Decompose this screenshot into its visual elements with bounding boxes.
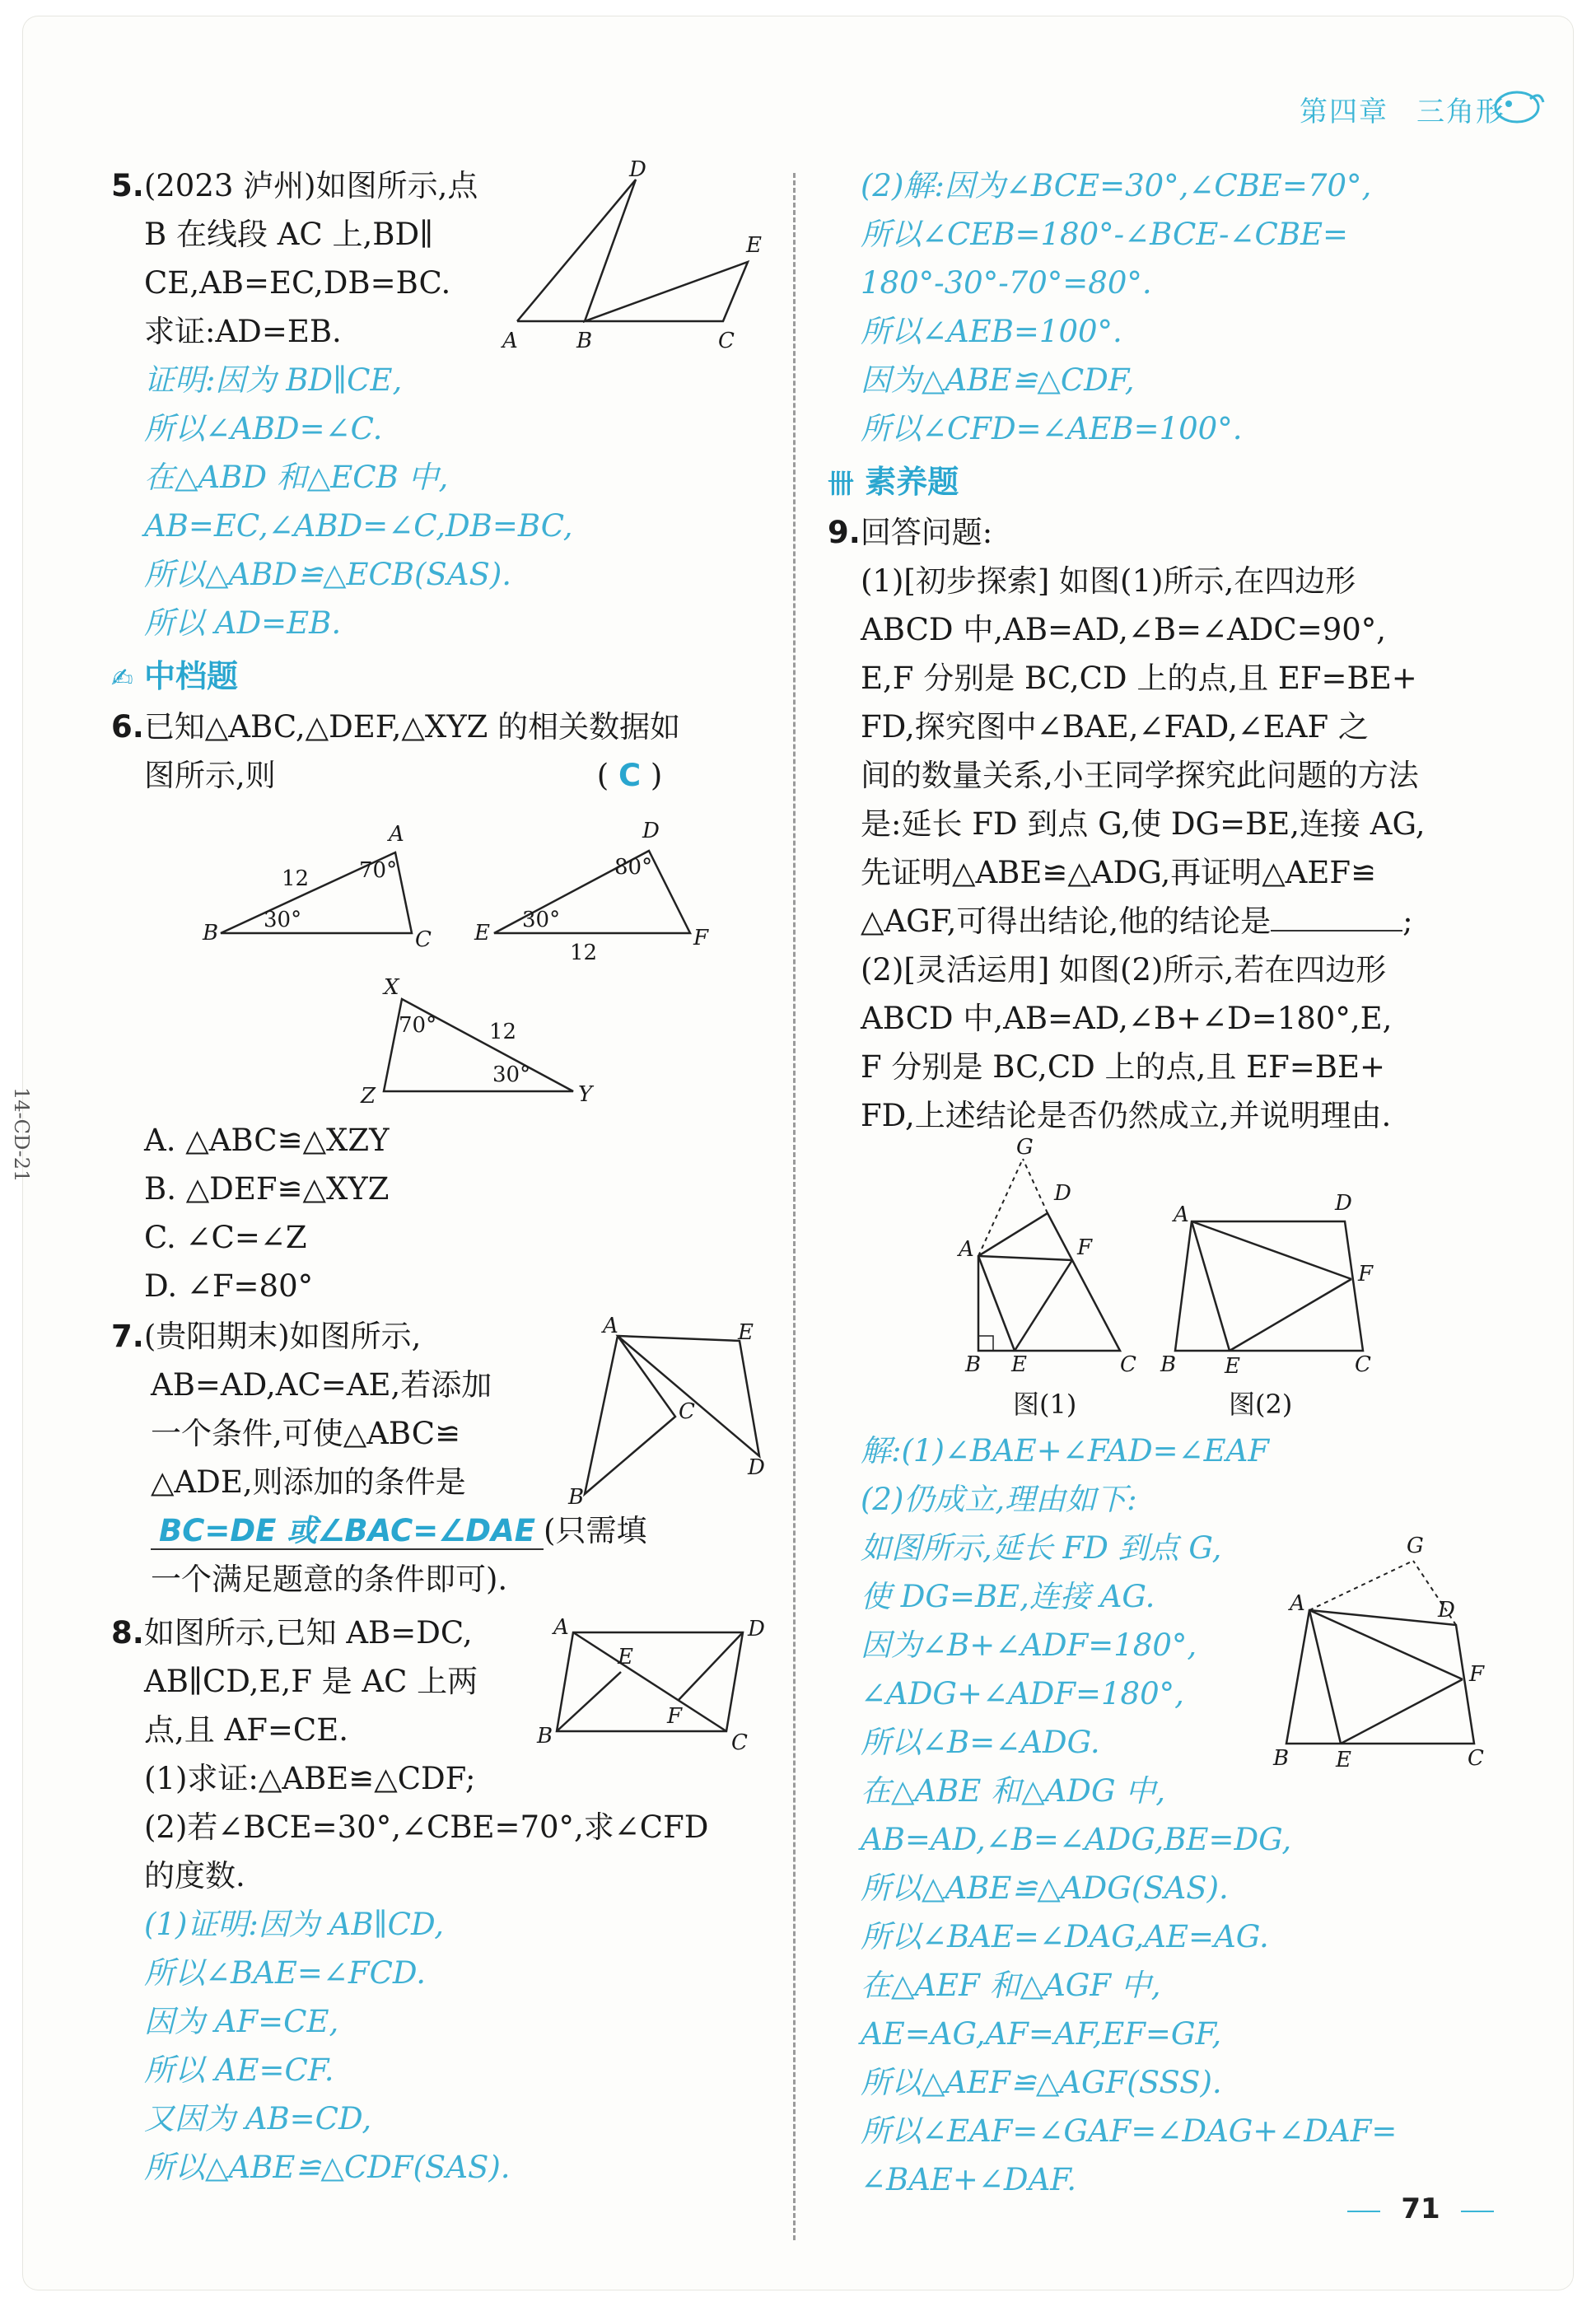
q7-answer: BC=DE 或∠BAC=∠DAE <box>151 1513 544 1550</box>
answer-line: 因为 AF=CE, <box>144 2004 339 2039</box>
q6-figure <box>198 811 725 1116</box>
fig-label: A <box>553 1615 569 1640</box>
q6-options <box>144 1116 390 1310</box>
question-6: 6.已知△ABC,△DEF,△XYZ 的相关数据如 图所示,则 ( C ) <box>111 709 681 793</box>
fig-label: A <box>603 1314 618 1338</box>
q9-line: 先证明△ABE≌△ADG,再证明△AEF≌ <box>861 855 1377 890</box>
fig-label: 12 <box>489 1020 517 1044</box>
fig-label: C <box>679 1399 695 1424</box>
fig-label: A <box>1174 1202 1189 1227</box>
q6-answer: C <box>618 758 642 793</box>
q9-line: (1)[初步探索] 如图(1)所示,在四边形 <box>861 563 1356 599</box>
q5-figure <box>494 157 766 354</box>
q8-line: 点,且 AF=CE. <box>144 1712 348 1748</box>
margin-mark: 14-CD-21 <box>10 1087 33 1183</box>
fig-label: C <box>718 329 735 353</box>
running-header <box>1300 89 1505 129</box>
answer-line: ∠ADG+∠ADF=180°, <box>861 1676 1184 1711</box>
fig-label: A <box>389 822 404 847</box>
fig-label: A <box>502 329 518 353</box>
answer-line: AB=EC,∠ABD=∠C,DB=BC, <box>144 508 573 544</box>
question-7 <box>111 1312 646 1604</box>
q7-figure <box>568 1314 774 1510</box>
answer-line: ∠BAE+∠DAF. <box>861 2162 1076 2197</box>
column-divider <box>793 173 796 2240</box>
fig-label: A <box>959 1237 974 1262</box>
q9-number: 9. <box>828 515 861 550</box>
fig-label: 30° <box>492 1062 531 1087</box>
q7-line: (贵阳期末)如图所示, <box>143 1319 422 1354</box>
fig-label: 12 <box>282 866 310 891</box>
section-core-heading: 卌 素养题 <box>828 464 959 500</box>
answer-line: 在△ABD 和△ECB 中, <box>144 460 449 495</box>
answer-line: 又因为 AB=CD, <box>144 2101 372 2136</box>
fig-label: D <box>1438 1598 1455 1623</box>
q7-line: 一个满足题意的条件即可). <box>151 1562 508 1597</box>
fig-label: B <box>1160 1352 1177 1377</box>
fig-label: 70° <box>399 1013 437 1038</box>
fig-label: F <box>1469 1662 1485 1687</box>
answer-line: 180°-30°-70°=80°. <box>861 265 1152 301</box>
fig-label: A <box>1290 1591 1305 1616</box>
question-9: 9.回答问题: (1)[初步探索] 如图(1)所示,在四边形 ABCD 中,AB=AD,∠B=∠ADC=90°, E,F 分别是 BC,CD 上的点,且 EF=BE+ FD,探究图中∠BAE,∠FAD,∠EAF 之 间的数量关系,小王同学探究此问题的方法 是:延长 FD 到点 G,使 DG=BE,连接 AG, 先证明△ABE≌△ADG,再证明△AEF≌ △AGF,可得出结论,他的结论是 ; (2)[灵活运用] 如图(2)所示,若在四边形 ABCD 中,AB=AD,∠B+∠D=180°,E, F 分别是 BC,CD 上的点,且 EF=BE+ FD,上述结论是否仍然成立,并说明理由. <box>828 508 1426 1140</box>
answer-line: AE=AG,AF=AF,EF=GF, <box>861 2016 1222 2052</box>
fig-label: C <box>1468 1746 1484 1771</box>
q8-line: AB∥CD,E,F 是 AC 上两 <box>144 1664 478 1699</box>
fig-label: Z <box>361 1084 376 1109</box>
fig-label: B <box>965 1352 982 1377</box>
fig-label: 80° <box>614 855 653 880</box>
fig-label: 30° <box>264 908 302 932</box>
q6-line: 已知△ABC,△DEF,△XYZ 的相关数据如 <box>143 709 681 745</box>
q9-line: 间的数量关系,小王同学探究此问题的方法 <box>861 758 1419 793</box>
fig-label: E <box>746 233 762 258</box>
section-core-label: 素养题 <box>865 464 959 500</box>
q9-answer-figure <box>1268 1528 1491 1772</box>
fig-label: F <box>1077 1235 1093 1260</box>
q9-figure-1 <box>955 1135 1153 1388</box>
fig-label: 30° <box>522 908 561 932</box>
answer-line: 所以∠BAE=∠FCD. <box>144 1955 427 1991</box>
q8-line: 的度数. <box>144 1858 245 1893</box>
q8-line: 如图所示,已知 AB=DC, <box>143 1615 473 1651</box>
fig-label: D <box>748 1617 765 1641</box>
answer-line: 在△AEF 和△AGF 中, <box>861 1968 1161 2003</box>
q8-answer-part2 <box>861 161 1371 453</box>
q9-line: ABCD 中,AB=AD,∠B=∠ADC=90°, <box>861 612 1387 647</box>
fig-label: D <box>1054 1181 1071 1206</box>
fig-label: D <box>1335 1191 1352 1216</box>
fig-label: E <box>1225 1354 1240 1379</box>
fig-label: D <box>629 157 646 182</box>
q9-line: F 分别是 BC,CD 上的点,且 EF=BE+ <box>861 1049 1385 1085</box>
q9-line: FD,探究图中∠BAE,∠FAD,∠EAF 之 <box>861 709 1369 745</box>
answer-line: 使 DG=BE,连接 AG. <box>861 1579 1155 1614</box>
answer-line: 所以△AEF≌△AGF(SSS). <box>861 2065 1222 2100</box>
fig-label: E <box>1336 1748 1351 1772</box>
fig-label: B <box>1273 1746 1290 1771</box>
q7-tail: (只需填 <box>544 1513 647 1548</box>
answer-line: 在△ABE 和△ADG 中, <box>861 1773 1166 1809</box>
answer-line: 所以∠AEB=100°. <box>861 314 1122 349</box>
q9-line: E,F 分别是 BC,CD 上的点,且 EF=BE+ <box>861 661 1417 696</box>
q8-figure <box>537 1615 774 1755</box>
q9-figure-1-caption: 图(1) <box>1013 1389 1077 1420</box>
answer-line: 所以 AD=EB. <box>144 605 342 641</box>
answer-line: 证明:因为 BD∥CE, <box>144 362 403 398</box>
fig-label: 12 <box>570 941 598 965</box>
fig-label: B <box>568 1485 585 1510</box>
fig-label: C <box>1355 1352 1371 1377</box>
answer-line: 所以∠EAF=∠GAF=∠DAG+∠DAF= <box>861 2113 1398 2149</box>
fig-label: G <box>1407 1534 1424 1558</box>
answer-line: AB=AD,∠B=∠ADG,BE=DG, <box>861 1822 1292 1857</box>
answer-line: 所以∠BAE=∠DAG,AE=AG. <box>861 1919 1269 1954</box>
q5-number: 5. <box>111 168 144 203</box>
q8-answer-part1 <box>111 1900 708 2192</box>
q5-line: (2023 泸州)如图所示,点 <box>143 168 478 203</box>
page-number: 71 <box>1375 2192 1466 2225</box>
mascot-icon <box>1489 81 1547 130</box>
q6-option-d: D. ∠F=80° <box>144 1268 314 1304</box>
answer-line: 如图所示,延长 FD 到点 G, <box>861 1530 1222 1566</box>
q6-option-c: C. ∠C=∠Z <box>144 1220 307 1255</box>
answer-line: 因为△ABE≌△CDF, <box>861 362 1135 398</box>
q7-line: △ADE,则添加的条件是 <box>151 1464 466 1500</box>
q9-line: FD,上述结论是否仍然成立,并说明理由. <box>861 1098 1392 1133</box>
fig-label: C <box>731 1730 748 1755</box>
fig-label: E <box>618 1645 633 1669</box>
answer-line: 所以△ABD≌△ECB(SAS). <box>144 557 512 592</box>
q7-line: 一个条件,可使△ABC≌ <box>151 1416 461 1451</box>
q6-option-a: A. △ABC≌△XZY <box>144 1123 390 1158</box>
answer-line: 所以∠ABD=∠C. <box>144 411 383 446</box>
fig-label: E <box>474 921 490 946</box>
fig-label: D <box>642 819 660 843</box>
fig-label: B <box>576 329 593 353</box>
fig-label: B <box>203 921 219 946</box>
answer-line: 所以∠CFD=∠AEB=100°. <box>861 411 1243 446</box>
fig-label: F <box>693 926 709 950</box>
fig-label: Y <box>578 1082 593 1107</box>
fig-label: E <box>1011 1352 1027 1377</box>
fig-label: 70° <box>359 858 398 883</box>
q5-answer <box>111 356 573 647</box>
q9-figure-2 <box>1157 1191 1379 1380</box>
fig-label: F <box>667 1704 683 1729</box>
q7-line: AB=AD,AC=AE,若添加 <box>151 1367 492 1403</box>
answer-line: 解:(1)∠BAE+∠FAD=∠EAF <box>861 1433 1270 1469</box>
answer-blank[interactable] <box>1271 905 1402 932</box>
q8-line: (1)求证:△ABE≌△CDF; <box>144 1761 476 1796</box>
q6-option-b: B. △DEF≌△XYZ <box>144 1171 390 1207</box>
q9-line: (2)[灵活运用] 如图(2)所示,若在四边形 <box>861 952 1387 988</box>
q8-line: (2)若∠BCE=30°,∠CBE=70°,求∠CFD <box>144 1809 709 1845</box>
fig-label: C <box>1120 1352 1136 1377</box>
q9-line: △AGF,可得出结论,他的结论是 <box>861 904 1272 939</box>
fig-label: X <box>384 975 399 1000</box>
chapter-label: 第四章 <box>1300 96 1388 128</box>
q9-line: 回答问题: <box>860 515 993 550</box>
fig-label: E <box>738 1320 754 1345</box>
q7-number: 7. <box>111 1319 144 1354</box>
q6-line: 图所示,则 <box>144 758 276 793</box>
fig-label: C <box>415 927 432 952</box>
section-mid-label: 中档题 <box>144 658 239 694</box>
answer-line: (2)解:因为∠BCE=30°,∠CBE=70°, <box>861 168 1372 203</box>
chapter-title: 三角形 <box>1416 96 1505 128</box>
q5-line: CE,AB=EC,DB=BC. <box>144 265 451 301</box>
q5-line: B 在线段 AC 上,BD∥ <box>144 217 434 252</box>
answer-line: 所以△ABE≌△ADG(SAS). <box>861 1870 1229 1906</box>
answer-line: 所以∠CEB=180°-∠BCE-∠CBE= <box>861 217 1349 252</box>
q5-line: 求证:AD=EB. <box>144 314 342 349</box>
answer-line: (2)仍成立,理由如下: <box>861 1482 1137 1517</box>
q9-figure-2-caption: 图(2) <box>1229 1389 1293 1420</box>
q9-line: 是:延长 FD 到点 G,使 DG=BE,连接 AG, <box>861 806 1426 842</box>
fig-label: G <box>1016 1135 1034 1160</box>
fig-label: B <box>537 1724 553 1749</box>
q6-number: 6. <box>111 709 144 745</box>
answer-line: (1)证明:因为 AB∥CD, <box>144 1907 445 1942</box>
answer-line: 所以△ABE≌△CDF(SAS). <box>144 2150 511 2185</box>
answer-line: 因为∠B+∠ADF=180°, <box>861 1627 1197 1663</box>
answer-line: 所以 AE=CF. <box>144 2052 334 2088</box>
answer-line: 所以∠B=∠ADG. <box>861 1725 1100 1760</box>
q9-line: ABCD 中,AB=AD,∠B+∠D=180°,E, <box>861 1001 1393 1036</box>
q8-number: 8. <box>111 1615 144 1651</box>
section-mid-heading: ✍ 中档题 <box>111 658 239 694</box>
fig-label: D <box>748 1455 765 1480</box>
fig-label: F <box>1358 1262 1374 1286</box>
